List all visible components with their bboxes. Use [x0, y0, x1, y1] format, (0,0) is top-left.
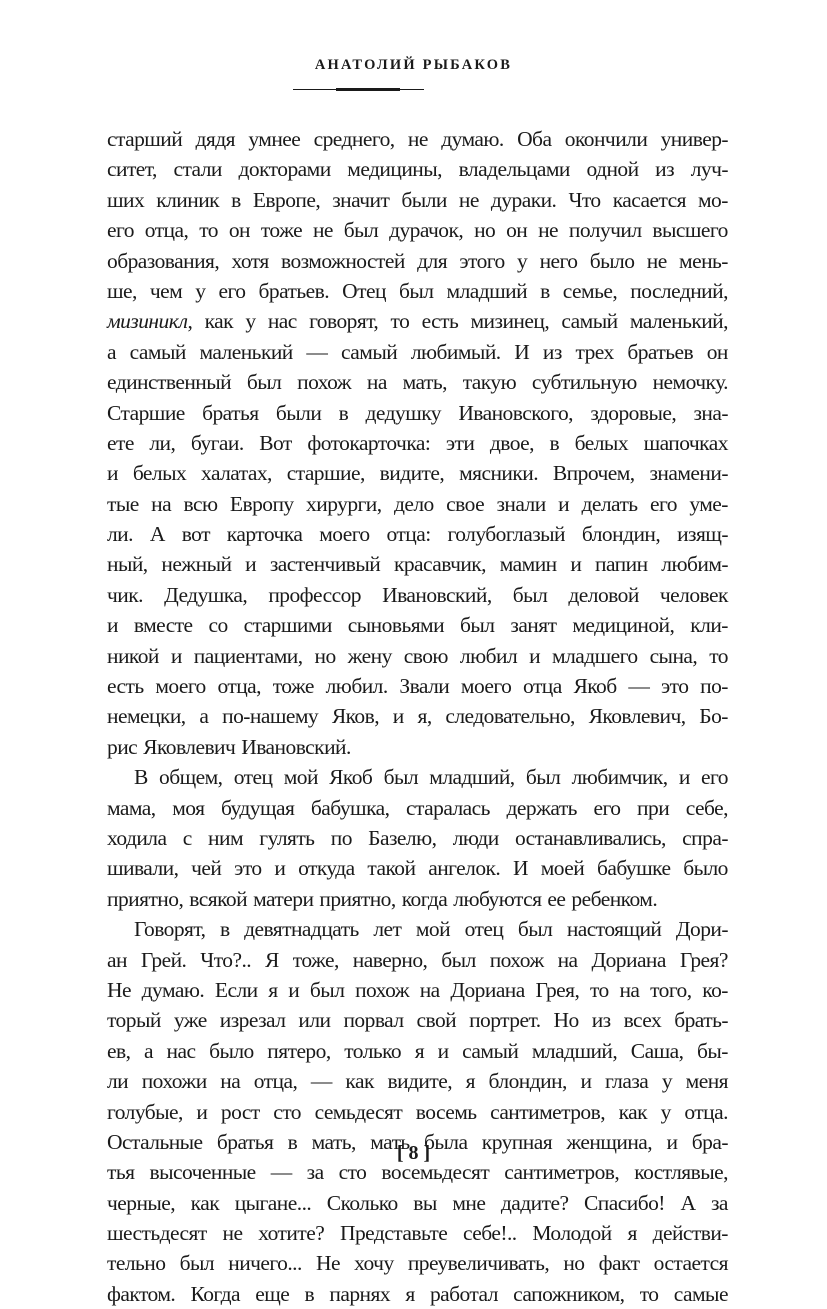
- text-line: его отца, то он тоже не был дурачок, но он не получил высшего: [107, 218, 728, 243]
- text-line: голубые, и рост сто семьдесят восемь сантиметров, как у отца.: [107, 1099, 728, 1124]
- text-line: Остальные братья в мать, мать была крупная женщина, и бра-: [107, 1129, 728, 1154]
- text-line: тые на всю Европу хирурги, дело свое знали и делать его уме-: [107, 491, 728, 516]
- text-line: есть моего отца, тоже любил. Звали моего отца Якоб — это по-: [107, 674, 728, 699]
- text-line: ших клиник в Европе, значит были не дураки. Что касается мо-: [107, 187, 728, 212]
- text-line: и вместе со старшими сыновьями был занят медициной, кли-: [107, 613, 728, 638]
- text-line: старший дядя умнее среднего, не думаю. Оба окончили универ-: [107, 127, 728, 151]
- text-line: ходила с ним гулять по Базелю, люди останавливались, спра-: [107, 825, 728, 850]
- body-text: [107, 124, 728, 1309]
- paragraph: [107, 762, 728, 914]
- text-line: ете ли, бугаи. Вот фотокарточка: эти двое, в белых шапочках: [107, 430, 728, 455]
- text-line: Старшие братья были в дедушку Ивановского, здоровые, зна-: [107, 400, 728, 425]
- text-line: ше, чем у его братьев. Отец был младший в семье, последний,: [107, 278, 728, 303]
- text-line: немецки, а по-нашему Яков, и я, следовательно, Яковлевич, Бо-: [107, 704, 728, 729]
- paragraph: [107, 914, 728, 1309]
- text-line: мама, моя будущая бабушка, старалась держать его при себе,: [107, 795, 728, 820]
- running-header: АНАТОЛИЙ РЫБАКОВ: [314, 57, 513, 73]
- text-line: ли похожи на отца, — как видите, я блондин, и глаза у меня: [107, 1069, 728, 1094]
- text-line: никой и пациентами, но жену свою любил и младшего сына, то: [107, 643, 728, 668]
- page-number: [ 8 ]: [396, 1142, 431, 1164]
- text-line: приятно, всякой матери приятно, когда любуются ее ребенком.: [107, 886, 658, 911]
- text-line: шестьдесят не хотите? Представьте себе!.. Молодой я действи-: [107, 1221, 728, 1246]
- text-line: ан Грей. Что?.. Я тоже, наверно, был похож на Дориана Грея?: [107, 947, 728, 972]
- text-line: ситет, стали докторами медицины, владельцами одной из луч-: [107, 157, 728, 182]
- text-line: чик. Дедушка, профессор Ивановский, был деловой человек: [107, 582, 728, 607]
- text-line: образования, хотя возможностей для этого у него было не мень-: [107, 248, 728, 273]
- paragraph: [107, 124, 728, 762]
- header-divider-accent: [336, 88, 400, 91]
- text-line: ев, а нас было пятеро, только я и самый младший, Саша, бы-: [107, 1038, 728, 1063]
- text-line: фактом. Когда еще в парнях я работал сапожником, то самые: [107, 1281, 728, 1306]
- text-line: Не думаю. Если я и был похож на Дориана Грея, то на того, ко-: [107, 977, 728, 1002]
- text-line: а самый маленький — самый любимый. И из трех братьев он: [107, 339, 728, 364]
- text-line: тья высоченные — за сто восемьдесят сантиметров, костлявые,: [107, 1160, 728, 1185]
- text-line: ный, нежный и застенчивый красавчик, мамин и папин любим-: [107, 552, 728, 577]
- text-line: шивали, чей это и откуда такой ангелок. И моей бабушке было: [107, 856, 728, 881]
- text-line: ли. А вот карточка моего отца: голубоглазый блондин, изящ-: [107, 522, 728, 547]
- text-line: и белых халатах, старшие, видите, мясники. Впрочем, знамени-: [107, 461, 728, 486]
- text-line: рис Яковлевич Ивановский.: [107, 734, 351, 759]
- text-line: Говорят, в девятнадцать лет мой отец был настоящий Дори-: [134, 917, 728, 942]
- text-line: торый уже изрезал или порвал свой портрет. Но из всех брать-: [107, 1008, 728, 1033]
- text-line: В общем, отец мой Якоб был младший, был любимчик, и его: [134, 765, 728, 790]
- text-line: тельно был ничего... Не хочу преувеличивать, но факт остается: [107, 1251, 728, 1276]
- text-line: черные, как цыгане... Сколько вы мне дадите? Спасибо! А за: [107, 1190, 728, 1215]
- text-line: единственный был похож на мать, такую субтильную немочку.: [107, 370, 728, 395]
- text-line: мизиникл, как у нас говорят, то есть мизинец, самый маленький,: [107, 309, 728, 334]
